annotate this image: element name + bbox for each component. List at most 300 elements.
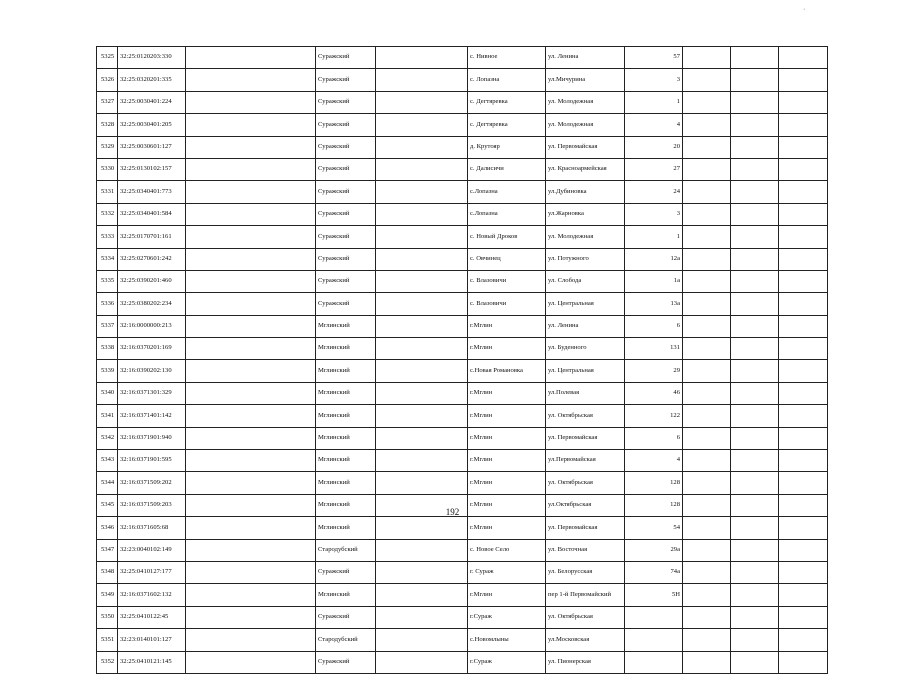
house-number-cell: 1 (625, 91, 683, 113)
empty-cell (186, 405, 316, 427)
empty-cell (376, 203, 468, 225)
cadastral-number-cell: 32:25:0340401:773 (118, 181, 186, 203)
empty-cell (376, 539, 468, 561)
district-cell: Суражский (316, 226, 376, 248)
table-row (97, 315, 828, 337)
row-number-cell: 5352 (97, 651, 118, 673)
cadastral-number-cell: 32:25:0170701:161 (118, 226, 186, 248)
locality-cell: г.Мглин (468, 315, 546, 337)
cadastral-number-cell: 32:16:0371509:203 (118, 494, 186, 516)
house-number-cell: 4 (625, 450, 683, 472)
table-row (97, 405, 828, 427)
district-cell: Мглинский (316, 315, 376, 337)
empty-cell (731, 158, 779, 180)
empty-cell (376, 226, 468, 248)
district-cell: Суражский (316, 203, 376, 225)
cadastral-number-cell: 32:25:0030401:224 (118, 91, 186, 113)
empty-cell (683, 136, 731, 158)
empty-cell (186, 382, 316, 404)
district-cell: Суражский (316, 561, 376, 583)
locality-cell: с. Влазовичи (468, 270, 546, 292)
district-cell: Суражский (316, 248, 376, 270)
empty-cell (186, 360, 316, 382)
row-number-cell: 5347 (97, 539, 118, 561)
table-row (97, 91, 828, 113)
empty-cell (779, 427, 828, 449)
locality-cell: с. Нивное (468, 47, 546, 69)
empty-cell (731, 47, 779, 69)
empty-cell (683, 360, 731, 382)
empty-cell (186, 248, 316, 270)
empty-cell (779, 136, 828, 158)
locality-cell: с. Овчинец (468, 248, 546, 270)
table-row (97, 561, 828, 583)
row-number-cell: 5332 (97, 203, 118, 225)
table-row (97, 584, 828, 606)
empty-cell (731, 91, 779, 113)
row-number-cell: 5342 (97, 427, 118, 449)
empty-cell (731, 360, 779, 382)
house-number-cell: 128 (625, 472, 683, 494)
empty-cell (683, 226, 731, 248)
locality-cell: с. Новое Село (468, 539, 546, 561)
page-number: 192 (445, 507, 460, 517)
row-number-cell: 5335 (97, 270, 118, 292)
empty-cell (731, 584, 779, 606)
row-number-cell: 5339 (97, 360, 118, 382)
empty-cell (683, 405, 731, 427)
cadastral-number-cell: 32:16:0000000:213 (118, 315, 186, 337)
empty-cell (683, 293, 731, 315)
empty-cell (683, 270, 731, 292)
district-cell: Суражский (316, 47, 376, 69)
cadastral-number-cell: 32:16:0371301:329 (118, 382, 186, 404)
district-cell: Стародубский (316, 629, 376, 651)
empty-cell (376, 450, 468, 472)
row-number-cell: 5330 (97, 158, 118, 180)
empty-cell (186, 472, 316, 494)
table-row (97, 136, 828, 158)
empty-cell (186, 69, 316, 91)
house-number-cell: 74а (625, 561, 683, 583)
house-number-cell: 1а (625, 270, 683, 292)
empty-cell (683, 539, 731, 561)
table-row (97, 382, 828, 404)
empty-cell (376, 47, 468, 69)
empty-cell (376, 270, 468, 292)
district-cell: Мглинский (316, 517, 376, 539)
locality-cell: г.Мглин (468, 405, 546, 427)
empty-cell (186, 158, 316, 180)
row-number-cell: 5334 (97, 248, 118, 270)
empty-cell (731, 248, 779, 270)
empty-cell (376, 181, 468, 203)
table-row (97, 248, 828, 270)
locality-cell: г.Мглин (468, 494, 546, 516)
street-cell: ул. Пионерская (546, 651, 625, 673)
house-number-cell: 5Н (625, 584, 683, 606)
row-number-cell: 5344 (97, 472, 118, 494)
locality-cell: г.Мглин (468, 472, 546, 494)
empty-cell (779, 315, 828, 337)
cadastral-number-cell: 32:16:0371901:595 (118, 450, 186, 472)
house-number-cell: 3 (625, 203, 683, 225)
row-number-cell: 5328 (97, 114, 118, 136)
empty-cell (731, 181, 779, 203)
table-row (97, 69, 828, 91)
empty-cell (731, 606, 779, 628)
row-number-cell: 5343 (97, 450, 118, 472)
empty-cell (779, 69, 828, 91)
house-number-cell: 131 (625, 338, 683, 360)
cadastral-number-cell: 32:25:0320201:335 (118, 69, 186, 91)
house-number-cell: 128 (625, 494, 683, 516)
empty-cell (683, 450, 731, 472)
empty-cell (731, 293, 779, 315)
row-number-cell: 5338 (97, 338, 118, 360)
cadastral-number-cell: 32:25:0120203:330 (118, 47, 186, 69)
empty-cell (376, 382, 468, 404)
empty-cell (376, 405, 468, 427)
cadastral-number-cell: 32:16:0370201:169 (118, 338, 186, 360)
empty-cell (186, 338, 316, 360)
district-cell: Мглинский (316, 360, 376, 382)
empty-cell (779, 561, 828, 583)
house-number-cell: 57 (625, 47, 683, 69)
empty-cell (186, 203, 316, 225)
row-number-cell: 5341 (97, 405, 118, 427)
empty-cell (779, 472, 828, 494)
table-row (97, 203, 828, 225)
locality-cell: с.Новая Романовка (468, 360, 546, 382)
row-number-cell: 5331 (97, 181, 118, 203)
house-number-cell (625, 651, 683, 673)
empty-cell (186, 270, 316, 292)
district-cell: Стародубский (316, 539, 376, 561)
table-row (97, 270, 828, 292)
empty-cell (779, 114, 828, 136)
locality-cell: с.Новомлыны (468, 629, 546, 651)
empty-cell (683, 181, 731, 203)
house-number-cell: 4 (625, 114, 683, 136)
cadastral-number-cell: 32:23:0140101:127 (118, 629, 186, 651)
row-number-cell: 5327 (97, 91, 118, 113)
house-number-cell: 3 (625, 69, 683, 91)
empty-cell (186, 427, 316, 449)
corner-mark: · (803, 6, 806, 13)
table-row (97, 114, 828, 136)
empty-cell (376, 248, 468, 270)
row-number-cell: 5333 (97, 226, 118, 248)
street-cell: ул. Центральная (546, 360, 625, 382)
district-cell: Мглинский (316, 382, 376, 404)
empty-cell (376, 114, 468, 136)
locality-cell: г.Мглин (468, 450, 546, 472)
district-cell: Суражский (316, 114, 376, 136)
empty-cell (779, 47, 828, 69)
cadastral-number-cell: 32:25:0340401:584 (118, 203, 186, 225)
street-cell: ул. Октябрьская (546, 472, 625, 494)
cadastral-number-cell: 32:25:0130102:157 (118, 158, 186, 180)
empty-cell (683, 248, 731, 270)
street-cell: ул. Потужного (546, 248, 625, 270)
row-number-cell: 5349 (97, 584, 118, 606)
cadastral-number-cell: 32:25:0410121:145 (118, 651, 186, 673)
empty-cell (731, 69, 779, 91)
cadastral-number-cell: 32:16:0371901:940 (118, 427, 186, 449)
empty-cell (779, 293, 828, 315)
district-cell: Мглинский (316, 427, 376, 449)
table-row (97, 181, 828, 203)
house-number-cell: 12а (625, 248, 683, 270)
empty-cell (779, 606, 828, 628)
empty-cell (683, 69, 731, 91)
street-cell: ул.Октябрьская (546, 494, 625, 516)
cadastral-number-cell: 32:25:0270601:242 (118, 248, 186, 270)
district-cell: Мглинский (316, 584, 376, 606)
house-number-cell: 20 (625, 136, 683, 158)
street-cell: ул. Слобода (546, 270, 625, 292)
locality-cell: г.Мглин (468, 584, 546, 606)
empty-cell (779, 338, 828, 360)
empty-cell (683, 203, 731, 225)
table-row (97, 158, 828, 180)
locality-cell: с. Лопазна (468, 69, 546, 91)
empty-cell (731, 203, 779, 225)
empty-cell (683, 584, 731, 606)
empty-cell (683, 651, 731, 673)
row-number-cell: 5329 (97, 136, 118, 158)
empty-cell (186, 561, 316, 583)
locality-cell: с. Далисичи (468, 158, 546, 180)
row-number-cell: 5325 (97, 47, 118, 69)
empty-cell (779, 203, 828, 225)
table-row (97, 517, 828, 539)
cadastral-number-cell: 32:25:0390201:460 (118, 270, 186, 292)
empty-cell (186, 181, 316, 203)
row-number-cell: 5351 (97, 629, 118, 651)
empty-cell (186, 226, 316, 248)
locality-cell: с.Лопазна (468, 181, 546, 203)
empty-cell (186, 114, 316, 136)
district-cell: Суражский (316, 181, 376, 203)
empty-cell (376, 606, 468, 628)
cadastral-number-cell: 32:25:0380202:234 (118, 293, 186, 315)
district-cell: Мглинский (316, 472, 376, 494)
street-cell: ул. Ленина (546, 315, 625, 337)
empty-cell (731, 136, 779, 158)
cadastral-number-cell: 32:16:0371605:68 (118, 517, 186, 539)
table-row (97, 47, 828, 69)
empty-cell (186, 584, 316, 606)
row-number-cell: 5345 (97, 494, 118, 516)
empty-cell (779, 158, 828, 180)
district-cell: Суражский (316, 69, 376, 91)
house-number-cell: 29 (625, 360, 683, 382)
empty-cell (731, 561, 779, 583)
empty-cell (779, 450, 828, 472)
house-number-cell: 6 (625, 315, 683, 337)
empty-cell (683, 606, 731, 628)
table-row (97, 338, 828, 360)
empty-cell (731, 651, 779, 673)
row-number-cell: 5346 (97, 517, 118, 539)
street-cell: ул.Первомайская (546, 450, 625, 472)
locality-cell: с. Дегтяревка (468, 114, 546, 136)
empty-cell (376, 293, 468, 315)
row-number-cell: 5340 (97, 382, 118, 404)
empty-cell (731, 338, 779, 360)
house-number-cell: 24 (625, 181, 683, 203)
empty-cell (731, 226, 779, 248)
house-number-cell: 54 (625, 517, 683, 539)
empty-cell (376, 517, 468, 539)
table-row (97, 427, 828, 449)
empty-cell (376, 69, 468, 91)
empty-cell (186, 136, 316, 158)
empty-cell (731, 270, 779, 292)
locality-cell: с. Новый Дроков (468, 226, 546, 248)
row-number-cell: 5350 (97, 606, 118, 628)
empty-cell (186, 47, 316, 69)
street-cell: ул. Октябрьская (546, 606, 625, 628)
empty-cell (779, 405, 828, 427)
table-row (97, 293, 828, 315)
empty-cell (683, 315, 731, 337)
table-row (97, 651, 828, 673)
locality-cell: с.Лопазна (468, 203, 546, 225)
street-cell: ул. Белорусская (546, 561, 625, 583)
street-cell: ул. Молодежная (546, 91, 625, 113)
empty-cell (376, 584, 468, 606)
house-number-cell: 1 (625, 226, 683, 248)
table-body (97, 47, 828, 674)
table-row (97, 539, 828, 561)
street-cell: ул. Центральная (546, 293, 625, 315)
street-cell: ул. Красноармейская (546, 158, 625, 180)
empty-cell (779, 226, 828, 248)
empty-cell (683, 427, 731, 449)
empty-cell (683, 382, 731, 404)
cadastral-number-cell: 32:25:0030401:205 (118, 114, 186, 136)
locality-cell: г. Сураж (468, 561, 546, 583)
locality-cell: г.Мглин (468, 517, 546, 539)
empty-cell (683, 158, 731, 180)
house-number-cell: 27 (625, 158, 683, 180)
empty-cell (731, 427, 779, 449)
cadastral-number-cell: 32:16:0371602:132 (118, 584, 186, 606)
house-number-cell: 46 (625, 382, 683, 404)
empty-cell (731, 450, 779, 472)
table-row (97, 472, 828, 494)
locality-cell: г.Сураж (468, 651, 546, 673)
street-cell: ул. Первомайская (546, 136, 625, 158)
cadastral-number-cell: 32:23:0040102:149 (118, 539, 186, 561)
cadastral-number-cell: 32:25:0410122:45 (118, 606, 186, 628)
district-cell: Суражский (316, 91, 376, 113)
registry-table (96, 46, 828, 674)
empty-cell (376, 651, 468, 673)
empty-cell (376, 315, 468, 337)
street-cell: ул.Мичурина (546, 69, 625, 91)
empty-cell (186, 539, 316, 561)
cadastral-number-cell: 32:25:0410127:177 (118, 561, 186, 583)
empty-cell (731, 472, 779, 494)
row-number-cell: 5348 (97, 561, 118, 583)
empty-cell (779, 584, 828, 606)
empty-cell (683, 338, 731, 360)
empty-cell (731, 114, 779, 136)
street-cell: ул. Буденного (546, 338, 625, 360)
cadastral-number-cell: 32:16:0390202:130 (118, 360, 186, 382)
empty-cell (779, 651, 828, 673)
locality-cell: г.Сураж (468, 606, 546, 628)
cadastral-number-cell: 32:25:0030601:127 (118, 136, 186, 158)
row-number-cell: 5326 (97, 69, 118, 91)
empty-cell (376, 360, 468, 382)
empty-cell (376, 561, 468, 583)
empty-cell (683, 114, 731, 136)
row-number-cell: 5336 (97, 293, 118, 315)
district-cell: Суражский (316, 158, 376, 180)
empty-cell (731, 539, 779, 561)
locality-cell: с. Влазовичи (468, 293, 546, 315)
empty-cell (376, 91, 468, 113)
house-number-cell: 29а (625, 539, 683, 561)
empty-cell (779, 181, 828, 203)
cadastral-number-cell: 32:16:0371401:142 (118, 405, 186, 427)
district-cell: Суражский (316, 270, 376, 292)
district-cell: Суражский (316, 651, 376, 673)
table-row (97, 450, 828, 472)
house-number-cell (625, 606, 683, 628)
house-number-cell: 13а (625, 293, 683, 315)
locality-cell: с. Дегтяревка (468, 91, 546, 113)
street-cell: ул. Ленина (546, 47, 625, 69)
empty-cell (731, 382, 779, 404)
empty-cell (186, 293, 316, 315)
empty-cell (779, 91, 828, 113)
empty-cell (186, 651, 316, 673)
table-row (97, 360, 828, 382)
locality-cell: г.Мглин (468, 382, 546, 404)
district-cell: Суражский (316, 293, 376, 315)
house-number-cell: 122 (625, 405, 683, 427)
empty-cell (376, 158, 468, 180)
district-cell: Мглинский (316, 450, 376, 472)
empty-cell (186, 606, 316, 628)
empty-cell (683, 472, 731, 494)
empty-cell (186, 517, 316, 539)
empty-cell (731, 405, 779, 427)
empty-cell (683, 561, 731, 583)
street-cell: пер 1-й Первомайский (546, 584, 625, 606)
empty-cell (683, 517, 731, 539)
empty-cell (186, 450, 316, 472)
empty-cell (376, 136, 468, 158)
empty-cell (731, 517, 779, 539)
street-cell: ул.Жарновка (546, 203, 625, 225)
empty-cell (683, 91, 731, 113)
locality-cell: г.Мглин (468, 427, 546, 449)
street-cell: ул. Октябрьская (546, 405, 625, 427)
house-number-cell: 6 (625, 427, 683, 449)
street-cell: ул.Полевая (546, 382, 625, 404)
empty-cell (779, 382, 828, 404)
empty-cell (186, 315, 316, 337)
cadastral-number-cell: 32:16:0371509:202 (118, 472, 186, 494)
empty-cell (376, 427, 468, 449)
